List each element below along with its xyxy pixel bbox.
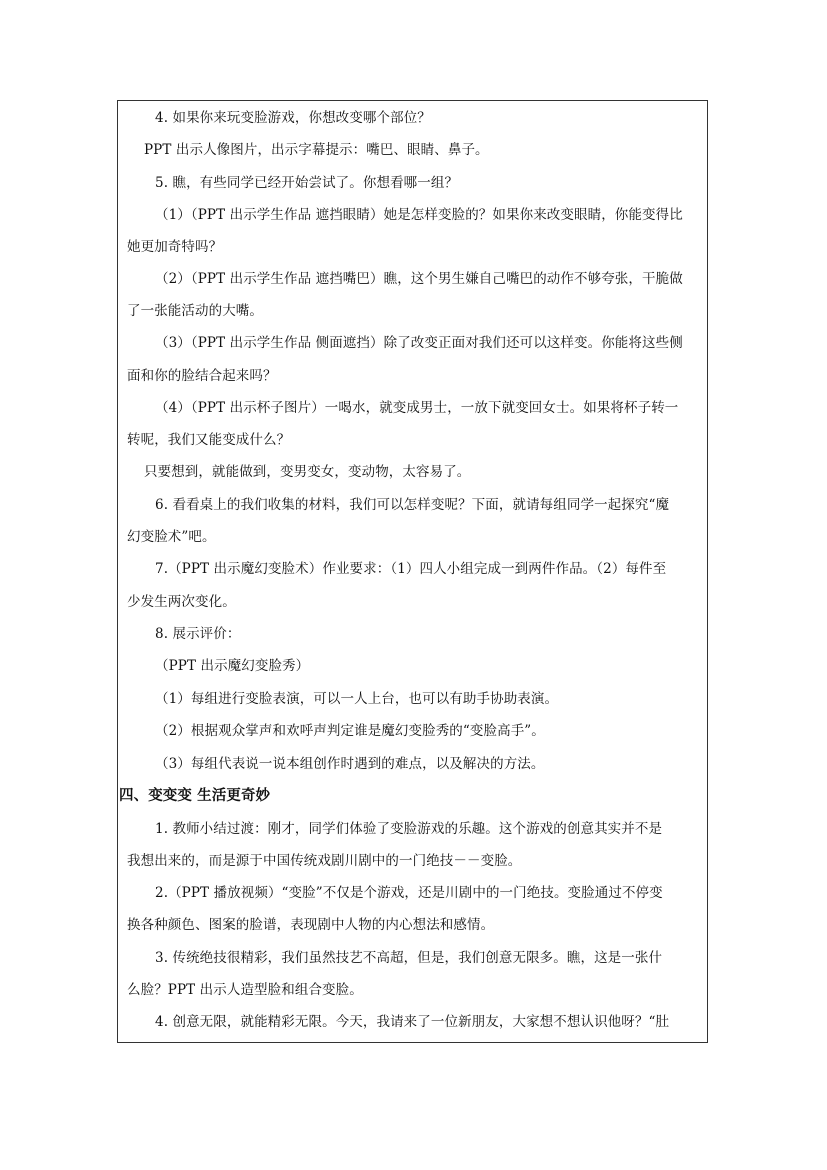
- lesson-plan-table-cell: [117, 100, 708, 1043]
- paragraph-line: 幻变脸术”吧。: [127, 529, 216, 545]
- paragraph-line: 3. 传统绝技很精彩，我们虽然技艺不高超，但是，我们创意无限多。瞧，这是一张什: [155, 950, 663, 966]
- paragraph-line: 4. 创意无限，就能精彩无限。今天，我请来了一位新朋友，大家想不想认识他呀？“肚: [155, 1014, 670, 1030]
- paragraph-line: 么脸？PPT 出示人造型脸和组合变脸。: [127, 982, 363, 998]
- paragraph-line: 面和你的脸结合起来吗？: [127, 368, 277, 384]
- paragraph-line: 8. 展示评价：: [155, 626, 241, 642]
- paragraph-line: （2）（PPT 出示学生作品 遮挡嘴巴）瞧，这个男生嫌自己嘴巴的动作不够夸张，干脆做: [155, 271, 683, 287]
- paragraph-line: 2.（PPT 播放视频）“变脸”不仅是个游戏，还是川剧中的一门绝技。变脸通过不停变: [155, 885, 663, 901]
- paragraph-line: 少发生两次变化。: [127, 594, 236, 610]
- paragraph-line: 换各种颜色、图案的脸谱，表现剧中人物的内心想法和感情。: [127, 917, 495, 933]
- paragraph-line: 1. 教师小结过渡：刚才，同学们体验了变脸游戏的乐趣。这个游戏的创意其实并不是: [155, 821, 663, 837]
- paragraph-line: 转呢，我们又能变成什么？: [127, 432, 291, 448]
- paragraph-line: 她更加奇特吗？: [127, 239, 223, 255]
- paragraph-line: （3）每组代表说一说本组创作时遇到的难点，以及解决的方法。: [155, 756, 545, 772]
- paragraph-line: 7.（PPT 出示魔幻变脸术）作业要求：（1）四人小组完成一到两件作品。（2）每件至: [155, 561, 667, 577]
- paragraph-line: 只要想到，就能做到，变男变女，变动物，太容易了。: [144, 464, 471, 480]
- paragraph-line: （1）每组进行变脸表演，可以一人上台，也可以有助手协助表演。: [155, 691, 559, 707]
- paragraph-line: 我想出来的，而是源于中国传统戏剧川剧中的一门绝技－－变脸。: [127, 853, 522, 869]
- paragraph-line: （PPT 出示魔幻变脸秀）: [155, 658, 310, 674]
- paragraph-line: 5. 瞧，有些同学已经开始尝试了。你想看哪一组？: [155, 175, 459, 191]
- paragraph-line: （1）（PPT 出示学生作品 遮挡眼睛）她是怎样变脸的？如果你来改变眼睛，你能变得比: [155, 207, 683, 223]
- paragraph-line: （4）（PPT 出示杯子图片）一喝水，就变成男士，一放下就变回女士。如果将杯子转一: [155, 400, 679, 416]
- paragraph-line: （3）（PPT 出示学生作品 侧面遮挡）除了改变正面对我们还可以这样变。你能将这些侧: [155, 335, 683, 351]
- paragraph-line: 了一张能活动的大嘴。: [127, 303, 263, 319]
- paragraph-line: （2）根据观众掌声和欢呼声判定谁是魔幻变脸秀的“变脸高手”。: [155, 723, 545, 739]
- paragraph-line: 6. 看看桌上的我们收集的材料，我们可以怎样变呢？下面，就请每组同学一起探究“魔: [155, 497, 670, 513]
- section-heading: 四、变变变 生活更奇妙: [119, 788, 271, 804]
- paragraph-line: 4. 如果你来玩变脸游戏，你想改变哪个部位？: [155, 110, 431, 126]
- paragraph-line: PPT 出示人像图片，出示字幕提示：嘴巴、眼睛、鼻子。: [144, 142, 489, 158]
